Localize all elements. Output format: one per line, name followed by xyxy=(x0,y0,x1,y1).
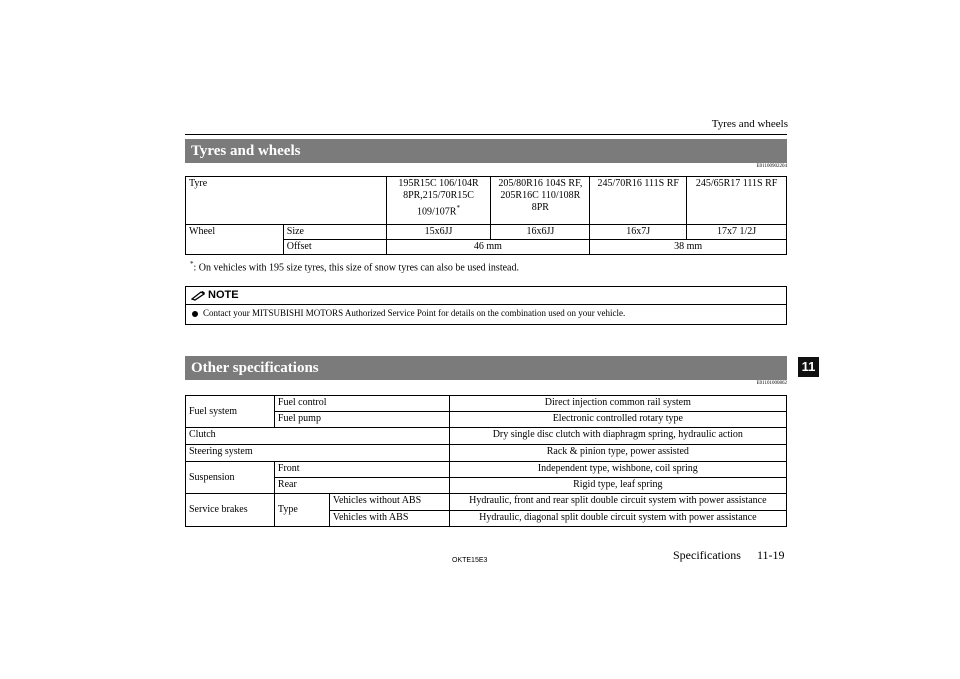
section-code-other: E01101000862 xyxy=(756,381,787,386)
wheel-size: 17x7 1/2J xyxy=(687,225,787,240)
chapter-tab: 11 xyxy=(798,357,819,377)
spec-value: Hydraulic, diagonal split double circuit system with power assistance xyxy=(449,511,786,527)
bullet-icon xyxy=(192,311,198,317)
tyre-value: 195R15C 106/104R 8PR,215/70R15C 109/107R xyxy=(398,178,479,218)
offset-label: Offset xyxy=(283,240,386,255)
tyre-footnote-mark: * xyxy=(456,204,460,212)
footnote-mark: * xyxy=(190,260,194,268)
tyre-value: 205/80R16 104S RF, 205R16C 110/108R 8PR xyxy=(491,177,590,225)
wheel-offset: 38 mm xyxy=(590,240,787,255)
footer-code: OKTE15E3 xyxy=(452,557,488,564)
spec-sublabel: Vehicles without ABS xyxy=(329,494,449,511)
spec-value: Independent type, wishbone, coil spring xyxy=(449,462,786,478)
wheel-size: 16x6JJ xyxy=(491,225,590,240)
spec-value: Dry single disc clutch with diaphragm spring, hydraulic action xyxy=(449,428,786,445)
footer-section: Specifications xyxy=(673,548,741,562)
wheel-size: 15x6JJ xyxy=(386,225,491,240)
tyre-label: Tyre xyxy=(186,177,387,225)
note-header xyxy=(186,287,786,305)
note-text: Contact your MITSUBISHI MOTORS Authorized Service Point for details on the combination used on your vehicle. xyxy=(203,308,626,318)
spec-sublabel: Fuel control xyxy=(274,396,449,412)
spec-sublabel: Front xyxy=(274,462,449,478)
spec-value: Rack & pinion type, power assisted xyxy=(449,445,786,462)
tyre-value: 245/65R17 111S RF xyxy=(687,177,787,225)
section-title-other: Other specifications xyxy=(185,356,787,380)
footnote-text: : On vehicles with 195 size tyres, this size of snow tyres can also be used instead. xyxy=(193,262,519,274)
note-box xyxy=(185,286,787,325)
section-title-tyres: Tyres and wheels xyxy=(185,139,787,163)
page-number: 11-19 xyxy=(757,548,785,562)
spec-label: Service brakes xyxy=(186,494,275,527)
tyre-value: 245/70R16 111S RF xyxy=(590,177,687,225)
size-label: Size xyxy=(283,225,386,240)
note-label: NOTE xyxy=(208,289,239,301)
spec-value: Direct injection common rail system xyxy=(449,396,786,412)
note-item xyxy=(192,308,625,318)
spec-sublabel: Type xyxy=(274,494,329,527)
tyres-wheels-table xyxy=(185,176,787,255)
other-specs-table xyxy=(185,395,787,527)
wheel-size: 16x7J xyxy=(590,225,687,240)
spec-value: Electronic controlled rotary type xyxy=(449,412,786,428)
spec-label: Suspension xyxy=(186,462,275,494)
spec-label: Steering system xyxy=(186,445,450,462)
section-code-tyres: E01100902204 xyxy=(756,164,787,169)
footnote xyxy=(190,260,519,273)
spec-label: Clutch xyxy=(186,428,450,445)
spec-sublabel: Vehicles with ABS xyxy=(329,511,449,527)
wheel-offset: 46 mm xyxy=(386,240,590,255)
note-pencil-icon xyxy=(191,290,207,301)
wheel-label: Wheel xyxy=(186,225,284,255)
tyre-cell xyxy=(386,177,491,225)
spec-sublabel: Fuel pump xyxy=(274,412,449,428)
spec-sublabel: Rear xyxy=(274,478,449,494)
spec-value: Rigid type, leaf spring xyxy=(449,478,786,494)
running-header: Tyres and wheels xyxy=(711,118,788,130)
header-rule xyxy=(185,134,787,135)
spec-label: Fuel system xyxy=(186,396,275,428)
spec-value: Hydraulic, front and rear split double circuit system with power assistance xyxy=(449,494,786,511)
